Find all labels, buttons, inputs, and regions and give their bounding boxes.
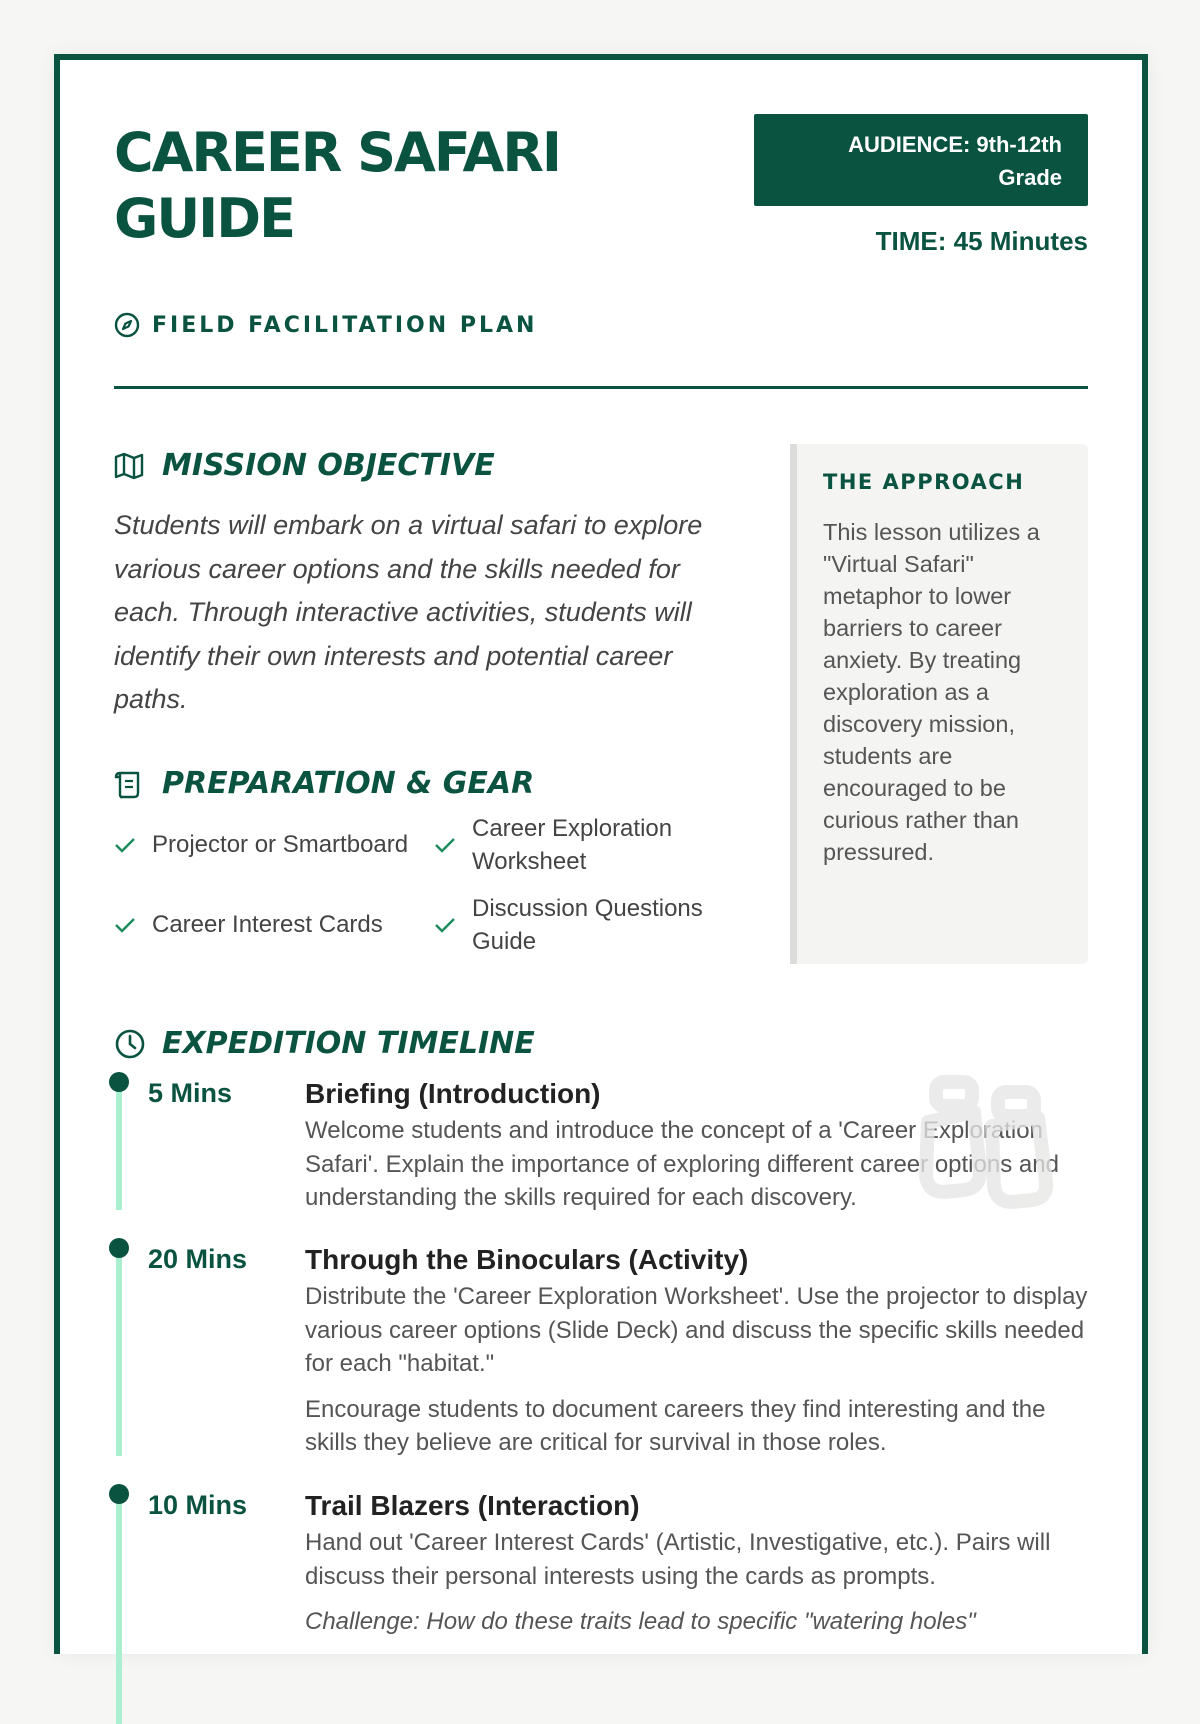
header-divider [114,386,1088,389]
gear-item [434,812,724,878]
step-duration: 20 Mins [148,1244,248,1274]
subtitle-text: FIELD FACILITATION PLAN [152,312,538,338]
binoculars-icon [914,1062,1074,1222]
mission-objective-text: Students will embark on a virtual safari to explore various career options and the skills needed for each. Through interactive activities, students will identify their own interests and potential career paths. [114,510,703,714]
timeline-line [116,1494,122,1724]
gear-item [114,908,434,941]
clock-icon [114,1028,146,1060]
timeline-heading-text: EXPEDITION TIMELINE [162,1026,535,1061]
step-duration: 10 Mins [148,1490,248,1520]
mission-heading [114,448,495,483]
timeline-heading [114,1026,535,1061]
map-icon [114,450,146,482]
time-label: TIME: 45 Minutes [875,226,1088,256]
step-body [305,1242,1088,1460]
gear-item [434,892,724,958]
gear-item [114,828,434,861]
timeline-dot [109,1484,129,1504]
audience-badge: AUDIENCE: 9th-12th Grade [754,114,1088,206]
gear-heading [114,766,534,801]
timeline-line [116,1248,122,1456]
check-icon [114,836,138,854]
gear-item-label: Career Exploration Worksheet [472,815,673,875]
step-title: Through the Binoculars (Activity) [305,1244,749,1275]
check-icon [114,916,138,934]
timeline-dot [109,1072,129,1092]
step-challenge: Challenge: How do these traits lead to specific "watering holes" [305,1608,976,1635]
compass-icon [114,312,140,338]
guide-page [54,54,1148,1654]
approach-text: This lesson utilizes a "Virtual Safari" metaphor to lower barriers to career anxiety. By treating exploration as a discovery mission, students are encouraged to be curious rather than pressured. [823,519,1040,865]
step-description: Hand out 'Career Interest Cards' (Artistic, Investigative, etc.). Pairs will discuss their personal interests using the cards as prompts. [305,1529,1051,1590]
gear-item-label: Projector or Smartboard [152,831,409,858]
step-title: Briefing (Introduction) [305,1078,601,1109]
approach-panel [790,444,1088,964]
mission-heading-text: MISSION OBJECTIVE [162,448,495,483]
timeline-line [116,1082,122,1210]
step-description: Welcome students and introduce the concept of a 'Career Exploration Safari'. Explain the importance of exploring different career options and understanding the skills required for each discovery. [305,1117,1059,1211]
approach-heading: THE APPROACH [823,470,1025,494]
timeline-dot [109,1238,129,1258]
scroll-icon [114,768,146,800]
page-subtitle [114,312,537,338]
step-body [305,1488,1088,1639]
step-duration: 5 Mins [148,1078,233,1108]
check-icon [434,916,458,934]
step-description: Distribute the 'Career Exploration Worksheet'. Use the projector to display various career options (Slide Deck) and discuss the specific skills needed for each "habitat." [305,1283,1088,1377]
check-icon [434,836,458,854]
gear-item-label: Discussion Questions Guide [472,895,703,955]
gear-heading-text: PREPARATION & GEAR [162,766,535,801]
step-description: Encourage students to document careers they find interesting and the skills they believe are critical for survival in those roles. [305,1395,1046,1456]
gear-item-label: Career Interest Cards [152,911,383,938]
page-title: CAREER SAFARI GUIDE [114,121,560,250]
step-title: Trail Blazers (Interaction) [305,1490,640,1521]
